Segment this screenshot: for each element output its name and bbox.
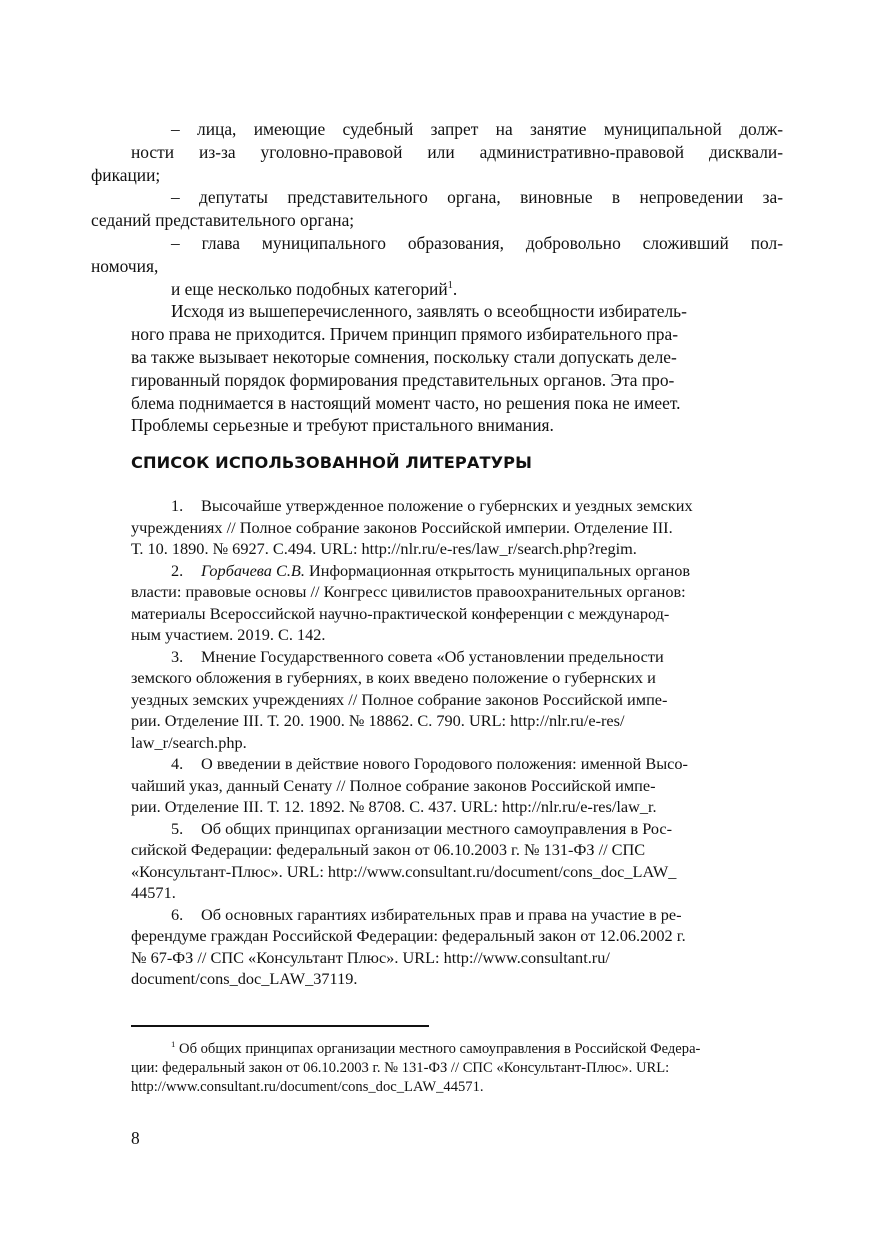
footnote-separator (131, 1025, 429, 1027)
footnote-reference: 1 (447, 279, 453, 291)
bibliography-item-4: 4. О введении в действие нового Городового положения: именной Высо- чайший указ, данный Сенату // Полное собрание законов Российской импе- рии. Отделение III. Т. 12. 1892. № 8708. С. 437. URL: http://nlr.ru/e-res/law_r. (131, 754, 688, 816)
footnote: $^1$ Об общих принципах организации местного самоуправления в Российской Федера- ции: федеральный закон от 06.10.2003 г. № 131-ФЗ // СПС «Консультант-Плюс». URL: http://www.consultant.ru/document/cons_doc_LAW_44571. (131, 1039, 701, 1096)
footnote-marker: 1 (171, 1039, 176, 1050)
bibliography-item-1: 1. Высочайше утвержденное положение о губернских и уездных земских учреждениях // Полное собрание законов Российской империи. Отделение III. Т. 10. 1890. № 6927. С.494. URL: http://nlr.ru/e-res/law_r/search.php?regim. (131, 496, 693, 558)
paragraph-list-item-2: – депутаты представительного органа, виновные в непроведении за- седаний представительного органа; (91, 187, 783, 231)
bibliography-heading: СПИСОК ИСПОЛЬЗОВАННОЙ ЛИТЕРАТУРЫ (131, 453, 533, 472)
bibliography-item-5: 5. Об общих принципах организации местного самоуправления в Рос- сийской Федерации: федеральный закон от 06.10.2003 г. № 131-ФЗ // СПС «Консультант-Плюс». URL: http://www.consultant.ru/document/cons_doc_LAW_ 44571. (131, 818, 677, 902)
paragraph-list-item-1: – лица, имеющие судебный запрет на занятие муниципальной долж- ности из-за уголовно-правовой или административно-правовой дисквали- фикации; (91, 119, 783, 185)
bibliography-list (131, 495, 783, 990)
paragraph-conclusion: Исходя из вышеперечисленного, заявлять о всеобщности избиратель- ного права не приходится. Причем принцип прямого избирательного пра- ва также вызывает некоторые сомнения, поскольку стали допускать деле- гированный порядок формирования представительных органов. Эта про- блема поднимается в настоящий момент часто, но решения пока не имеет. Проблемы серьезные и требуют пристального внимания. (131, 301, 687, 436)
page-number: 8 (131, 1128, 140, 1148)
bibliography-author: Горбачева С.В. (201, 560, 305, 580)
paragraph-list-tail: и еще несколько подобных категорий$^1$. (171, 278, 458, 299)
bibliography-item-3: 3. Мнение Государственного совета «Об установлении предельности земского обложения в губерниях, в коих введено положение о губернских и уездных земских учреждениях // Полное собрание законов Российской импе- рии. Отделение III. Т. 20. 1900. № 18862. С. 790. URL: http://nlr.ru/e-res/ law_r/search.php. (131, 646, 668, 752)
paragraph-list-item-3: – глава муниципального образования, добровольно сложивший пол- номочия, (91, 232, 783, 276)
bibliography-item-6: 6. Об основных гарантиях избирательных прав и права на участие в ре- ферендуме граждан Российской Федерации: федеральный закон от 12.06.2002 г. № 67-ФЗ // СПС «Консультант Плюс». URL: http://www.consultant.ru/ document/cons_doc_LAW_37119. (131, 904, 686, 988)
bibliography-item-2: 2. Горбачева С.В. Информационная открытость муниципальных органов власти: правовые основы // Конгресс цивилистов правоохранительных органов: материалы Всероссийской научно-практической конференции с международ- ным участием. 2019. С. 142. (131, 560, 691, 644)
body-text (91, 118, 783, 437)
